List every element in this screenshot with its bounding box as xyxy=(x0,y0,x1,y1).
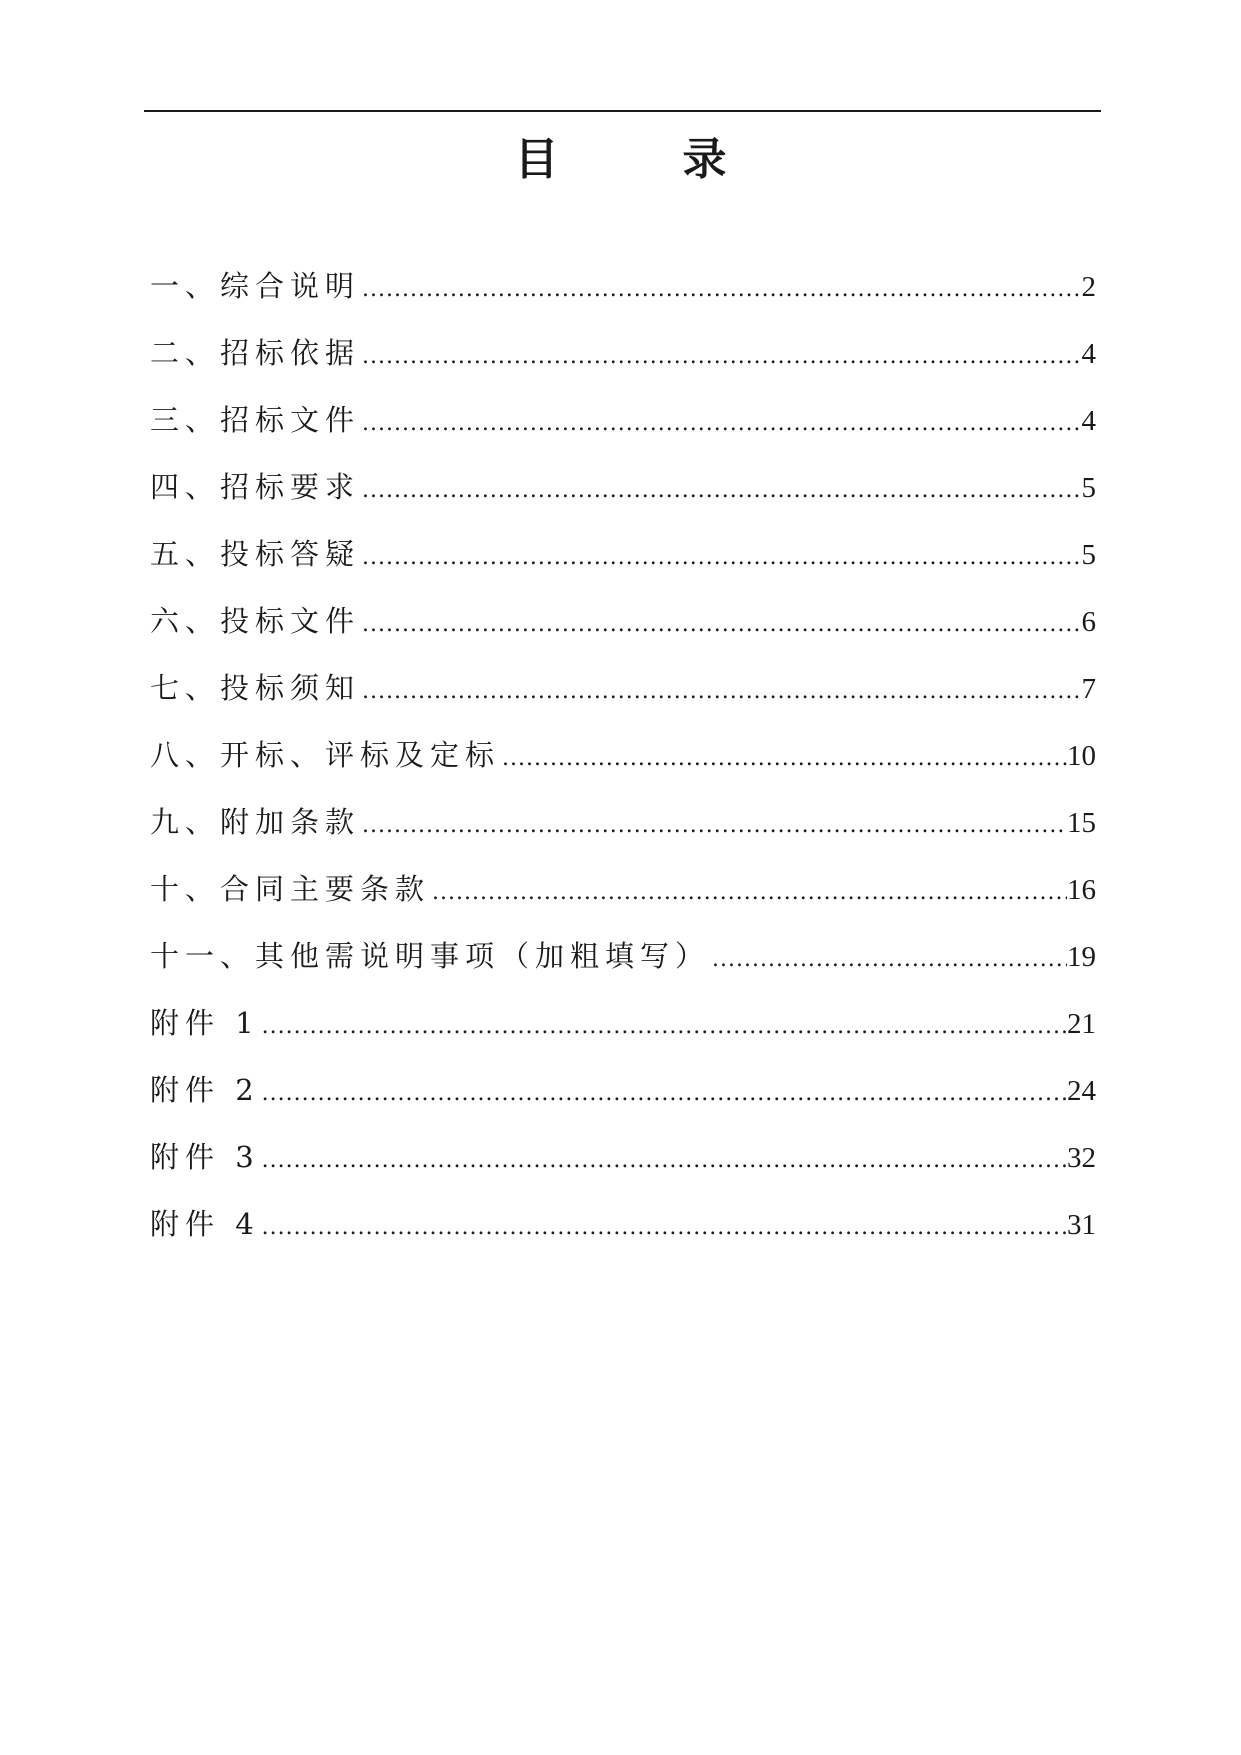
toc-label: 五、投标答疑 xyxy=(150,537,361,571)
toc-leader xyxy=(710,940,1067,980)
toc-entry-13[interactable] xyxy=(150,1070,1096,1137)
toc-leader xyxy=(360,337,1081,377)
toc-leader xyxy=(430,873,1067,913)
toc-page-number: 32 xyxy=(1067,1142,1096,1174)
toc-leader xyxy=(360,270,1081,310)
toc-label: 三、招标文件 xyxy=(150,403,361,437)
toc-label: 附件 1 xyxy=(150,1006,260,1040)
toc-label: 十一、其他需说明事项（加粗填写） xyxy=(150,939,711,973)
toc-entry-9[interactable] xyxy=(150,802,1096,869)
toc-entry-14[interactable] xyxy=(150,1137,1096,1204)
toc-page-number: 6 xyxy=(1081,606,1096,638)
toc-label: 七、投标须知 xyxy=(150,671,361,705)
toc-entry-8[interactable] xyxy=(150,735,1096,802)
toc-entry-5[interactable] xyxy=(150,534,1096,601)
toc-page-number: 7 xyxy=(1081,673,1096,705)
toc-leader xyxy=(500,739,1067,779)
toc-label: 十、合同主要条款 xyxy=(150,872,431,906)
toc-page-number: 5 xyxy=(1081,472,1096,504)
toc-label: 四、招标要求 xyxy=(150,470,361,504)
toc-leader xyxy=(360,605,1081,645)
toc-label: 附件 2 xyxy=(150,1073,260,1107)
toc-page-number: 19 xyxy=(1067,941,1096,973)
toc-leader xyxy=(260,1141,1067,1181)
toc-page-number: 16 xyxy=(1067,874,1096,906)
toc-label: 二、招标依据 xyxy=(150,336,361,370)
toc-leader xyxy=(260,1208,1067,1248)
toc-page-number: 15 xyxy=(1067,807,1096,839)
toc-leader xyxy=(360,471,1081,511)
toc-entry-7[interactable] xyxy=(150,668,1096,735)
toc-page-number: 24 xyxy=(1067,1075,1096,1107)
page-title: 目 录 xyxy=(514,134,767,185)
toc-leader xyxy=(360,538,1081,578)
toc-leader xyxy=(260,1007,1067,1047)
toc-label: 附件 3 xyxy=(150,1140,260,1174)
header-rule xyxy=(144,110,1101,112)
toc-page-number: 2 xyxy=(1081,271,1096,303)
toc-leader xyxy=(360,672,1081,712)
toc-page-number: 4 xyxy=(1081,338,1096,370)
toc-leader xyxy=(360,806,1067,846)
toc-leader xyxy=(360,404,1081,444)
toc-entry-2[interactable] xyxy=(150,333,1096,400)
toc-entry-3[interactable] xyxy=(150,400,1096,467)
toc-page-number: 5 xyxy=(1081,539,1096,571)
toc-label: 八、开标、评标及定标 xyxy=(150,738,501,772)
toc-entry-15[interactable] xyxy=(150,1204,1096,1271)
toc-entry-1[interactable] xyxy=(150,266,1096,333)
toc-entry-6[interactable] xyxy=(150,601,1096,668)
toc-leader xyxy=(260,1074,1067,1114)
toc-label: 六、投标文件 xyxy=(150,604,361,638)
toc-page-number: 31 xyxy=(1067,1209,1096,1241)
toc-label: 一、综合说明 xyxy=(150,269,361,303)
toc-entry-12[interactable] xyxy=(150,1003,1096,1070)
toc-label: 九、附加条款 xyxy=(150,805,361,839)
toc-entry-10[interactable] xyxy=(150,869,1096,936)
toc-entry-4[interactable] xyxy=(150,467,1096,534)
toc-entry-11[interactable] xyxy=(150,936,1096,1003)
toc-page-number: 10 xyxy=(1067,740,1096,772)
toc-page-number: 21 xyxy=(1067,1008,1096,1040)
toc-page-number: 4 xyxy=(1081,405,1096,437)
toc-label: 附件 4 xyxy=(150,1207,260,1241)
table-of-contents xyxy=(150,266,1096,1271)
